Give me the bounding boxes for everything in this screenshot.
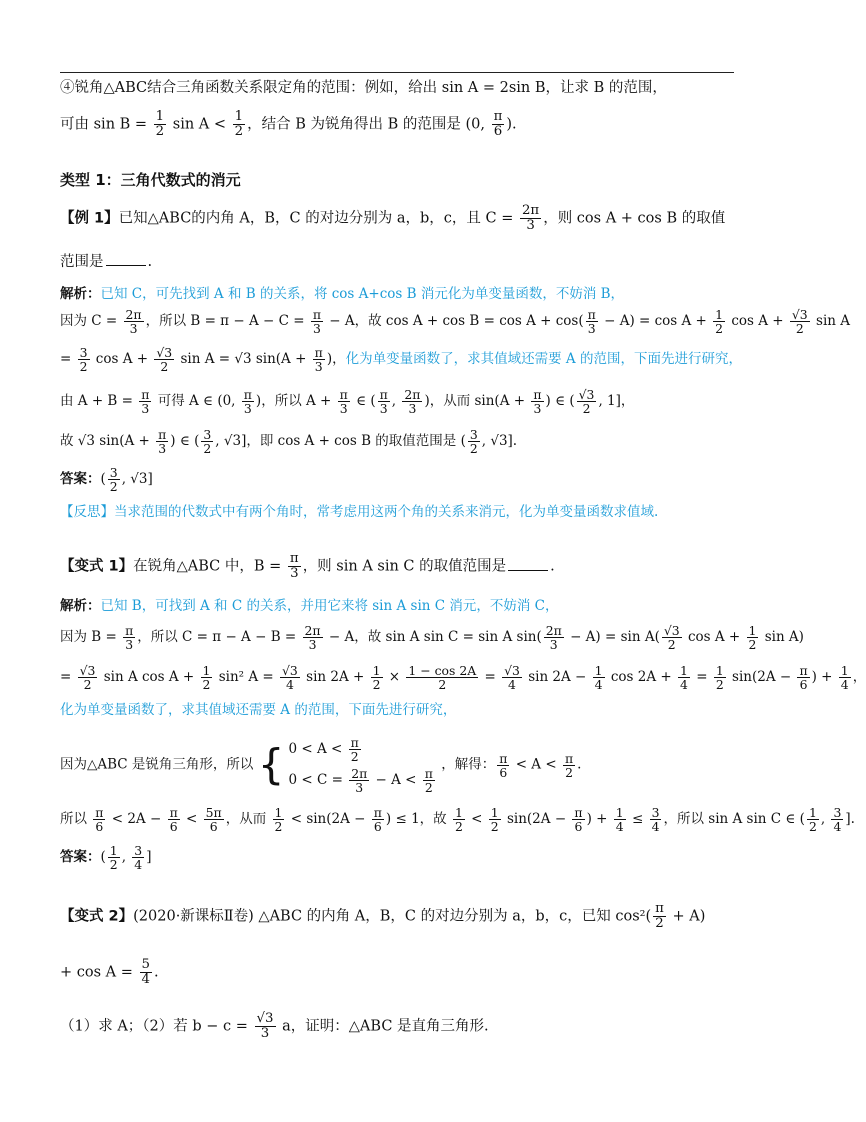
fraction: $\frac{1}{2}$ — [274, 805, 283, 835]
answer-blank — [106, 253, 146, 266]
fraction: $\frac{\pi}{3}$ — [339, 387, 348, 417]
fraction: $\frac{1}{2}$ — [808, 805, 817, 835]
fraction: $\frac{2\pi}{3}$ — [545, 623, 562, 653]
example1-answer: 答案：( $\frac{3}{2}$ , √3] — [60, 465, 153, 495]
fraction: $\frac{\pi}{2}$ — [350, 735, 359, 765]
example1-solution-step4: 故 √3 sin(A + $\frac{\pi}{3}$ ) ∈ ( $\frac{3}{2}$ , √3]，即 cos A + cos B 的取值范围是 ( $\frac{3}{2}$ , √3]. — [60, 427, 518, 457]
fraction: $\frac{\pi}{3}$ — [587, 307, 596, 337]
fraction: $\frac{√3}{2}$ — [791, 307, 808, 337]
example1-solution-step3: 由 A + B = $\frac{\pi}{3}$ 可得 A ∈ (0, $\frac{\pi}{3}$ )，所以 A + $\frac{\pi}{3}$ ∈ ( $\frac{\pi}{3}$ , $\frac{2\pi}{3}$ )，从而 sin(A + $\frac{\pi}{3}$ ) ∈ ( $\frac{√3}{2}$ , 1]， — [60, 387, 635, 417]
fraction: $\frac{\pi}{2}$ — [564, 750, 574, 780]
answer-blank — [508, 558, 548, 571]
fraction: $\frac{1}{2}$ — [372, 663, 381, 693]
variant1-solution-step4: 所以 $\frac{\pi}{6}$ < 2A − $\frac{\pi}{6}$ < $\frac{5\pi}{6}$ ，从而 $\frac{1}{2}$ < sin(2A − $\frac{\pi}{6}$ ) ≤ 1，故 $\frac{1}{2}$ < $\frac{1}{2}$ sin(2A − $\frac{\pi}{6}$ ) + $\frac{1}{4}$ ≤ $\frac{3}{4}$ ，所以 sin A sin C ∈ ( $\frac{1}{2}$ , $\frac{3}{4}$ ]. — [60, 805, 855, 835]
fraction: $\frac{\pi}{3}$ — [125, 623, 134, 653]
fraction: $\frac{\pi}{3}$ — [158, 427, 167, 457]
variant1-solution-step2: = $\frac{√3}{2}$ sin A cos A + $\frac{1}{2}$ sin² A = $\frac{√3}{4}$ sin 2A + $\frac{1}{2}$ × $\frac{1 - \cos 2A}{2}$ = $\frac{√3}{4}$ sin 2A − $\frac{1}{4}$ cos 2A + $\frac{1}{4}$ = $\frac{1}{2}$ sin(2A − $\frac{\pi}{6}$ ) + $\frac{1}{4}$ ， — [60, 663, 866, 693]
fraction: $\frac{1}{2}$ — [109, 843, 118, 873]
example1-question-line2: 范围是 . — [60, 254, 153, 270]
fraction: $\frac{\pi}{6}$ — [169, 805, 178, 835]
fraction: $\frac{3}{2}$ — [203, 427, 212, 457]
inequality-system: { 0 < A < $\frac{\pi}{2}$ 0 < C = $\frac{2\pi}{3}$ − A < $\frac{\pi}{2}$ — [257, 735, 433, 796]
fraction: $\frac{√3}{2}$ — [663, 623, 680, 653]
variant1-question: 【变式 1】在锐角△ABC 中，B = $\frac{\pi}{3}$ ，则 sin A sin C 的取值范围是 . — [60, 551, 555, 581]
intro-line-2: 可由 sin B = $\frac{1}{2}$ sin A < $\frac{1}{2}$ ，结合 B 为锐角得出 B 的范围是 (0, $\frac{\pi}{6}$ ). — [60, 109, 517, 139]
fraction: $\frac{\pi}{6}$ — [499, 750, 508, 780]
variant2-question-line1: 【变式 2】(2020·新课标Ⅱ卷) △ABC 的内角 A，B，C 的对边分别为 a，b，c，已知 cos²( $\frac{\pi}{2}$ + A) — [60, 901, 706, 931]
variant1-solution-step1: 因为 B = $\frac{\pi}{3}$ ，所以 C = π − A − B = $\frac{2\pi}{3}$ − A，故 sin A sin C = sin A sin( $\frac{2\pi}{3}$ − A) = sin A( $\frac{√3}{2}$ cos A + $\frac{1}{2}$ sin A) — [60, 623, 804, 653]
fraction: $\frac{3}{2}$ — [109, 465, 118, 495]
fraction: $\frac{√3}{4}$ — [504, 663, 520, 693]
fraction: $\frac{\pi}{6}$ — [95, 805, 104, 835]
fraction: $\frac{3}{4}$ — [134, 843, 143, 873]
variant1-solution-intro: 解析：已知 B，可找到 A 和 C 的关系，并用它来将 sin A sin C 消元，不妨消 C， — [60, 598, 559, 614]
fraction: $\frac{\pi}{3}$ — [243, 387, 252, 417]
fraction: $\frac{1}{2}$ — [748, 623, 757, 653]
intro-line-1: ④锐角△ABC结合三角函数关系限定角的范围：例如，给出 sin A = 2sin B，让求 B 的范围， — [60, 80, 667, 96]
fraction: $\frac{\pi}{3}$ — [314, 345, 323, 375]
variant1-answer: 答案：( $\frac{1}{2}$ , $\frac{3}{4}$ ] — [60, 843, 152, 873]
fraction: $\frac{\pi}{6}$ — [574, 805, 583, 835]
fraction: $\frac{2\pi}{3}$ — [125, 307, 142, 337]
fraction: $\frac{\pi}{6}$ — [799, 663, 808, 693]
example1-solution-intro: 解析：已知 C，可先找到 A 和 B 的关系，将 cos A+cos B 消元化为单变量函数，不妨消 B， — [60, 286, 625, 302]
fraction: $\frac{√3}{2}$ — [79, 663, 96, 693]
fraction: $\frac{5}{4}$ — [141, 957, 150, 987]
example1-reflection: 【反思】当求范围的代数式中有两个角时，常考虑用这两个角的关系来消元，化为单变量函数求值域. — [60, 504, 659, 520]
variant1-blue-note: 化为单变量函数了，求其值域还需要 A 的范围，下面先进行研究， — [60, 702, 457, 718]
fraction: $\frac{1}{2}$ — [490, 805, 499, 835]
fraction: $\frac{1}{2}$ — [715, 663, 724, 693]
fraction: $\frac{\pi}{3}$ — [533, 387, 542, 417]
example1-solution-step2: = $\frac{3}{2}$ cos A + $\frac{√3}{2}$ sin A = √3 sin(A + $\frac{\pi}{3}$ )，化为单变量函数了，求其值域还需要 A 的范围，下面先进行研究， — [60, 345, 742, 375]
example1-question-line1: 【例 1】已知△ABC的内角 A，B，C 的对边分别为 a，b，c，且 C = $\frac{2\pi}{3}$ ，则 cos A + cos B 的取值 — [60, 203, 726, 233]
fraction: $\frac{\pi}{3}$ — [141, 387, 150, 417]
header-rule — [60, 72, 734, 73]
fraction: $\frac{1}{2}$ — [155, 109, 165, 139]
fraction: $\frac{\pi}{3}$ — [379, 387, 388, 417]
fraction: $\frac{3}{4}$ — [651, 805, 660, 835]
fraction: $\frac{1 - \cos 2A}{2}$ — [408, 663, 477, 693]
fraction: $\frac{2\pi}{3}$ — [304, 623, 321, 653]
fraction: $\frac{1}{4}$ — [615, 805, 624, 835]
fraction: $\frac{1}{4}$ — [594, 663, 603, 693]
fraction: $\frac{1}{4}$ — [840, 663, 849, 693]
fraction: $\frac{\pi}{2}$ — [655, 901, 664, 931]
variant2-question-line2: + cos A = $\frac{5}{4}$ . — [60, 957, 159, 987]
fraction: $\frac{2\pi}{3}$ — [521, 203, 540, 233]
fraction: $\frac{2\pi}{3}$ — [404, 387, 421, 417]
fraction: $\frac{5\pi}{6}$ — [205, 805, 222, 835]
fraction: $\frac{1}{4}$ — [680, 663, 688, 693]
fraction: $\frac{1}{2}$ — [454, 805, 463, 835]
variant2-question-line3: （1）求 A；（2）若 b − c = $\frac{√3}{3}$ a，证明：△ABC 是直角三角形. — [60, 1011, 489, 1041]
fraction: $\frac{\pi}{6}$ — [373, 805, 382, 835]
fraction: $\frac{√3}{2}$ — [578, 387, 595, 417]
variant1-solution-step3: 因为△ABC 是锐角三角形，所以 { 0 < A < $\frac{\pi}{2}$ 0 < C = $\frac{2\pi}{3}$ − A < $\frac{\pi}{2}$ ，解得： $\frac{\pi}{6}$ < A < $\frac{\pi}{2}$ . — [60, 735, 582, 796]
section-title: 类型 1：三角代数式的消元 — [60, 171, 241, 189]
fraction: $\frac{1}{2}$ — [715, 307, 724, 337]
fraction: $\frac{3}{2}$ — [469, 427, 478, 457]
fraction: $\frac{\pi}{3}$ — [312, 307, 321, 337]
fraction: $\frac{1}{2}$ — [234, 109, 244, 139]
fraction: $\frac{√3}{4}$ — [282, 663, 298, 693]
fraction: $\frac{\pi}{2}$ — [424, 766, 433, 796]
fraction: $\frac{2\pi}{3}$ — [351, 766, 368, 796]
fraction: $\frac{√3}{3}$ — [256, 1011, 274, 1041]
fraction: $\frac{√3}{2}$ — [156, 345, 173, 375]
fraction: $\frac{1}{2}$ — [202, 663, 211, 693]
fraction: $\frac{\pi}{3}$ — [289, 551, 299, 581]
fraction: $\frac{\pi}{6}$ — [493, 109, 503, 139]
example1-solution-step1: 因为 C = $\frac{2\pi}{3}$ ，所以 B = π − A − C = $\frac{\pi}{3}$ − A，故 cos A + cos B = cos A + cos( $\frac{\pi}{3}$ − A) = cos A + $\frac{1}{2}$ cos A + $\frac{√3}{2}$ sin A — [60, 307, 850, 337]
fraction: $\frac{3}{4}$ — [833, 805, 842, 835]
fraction: $\frac{3}{2}$ — [79, 345, 88, 375]
